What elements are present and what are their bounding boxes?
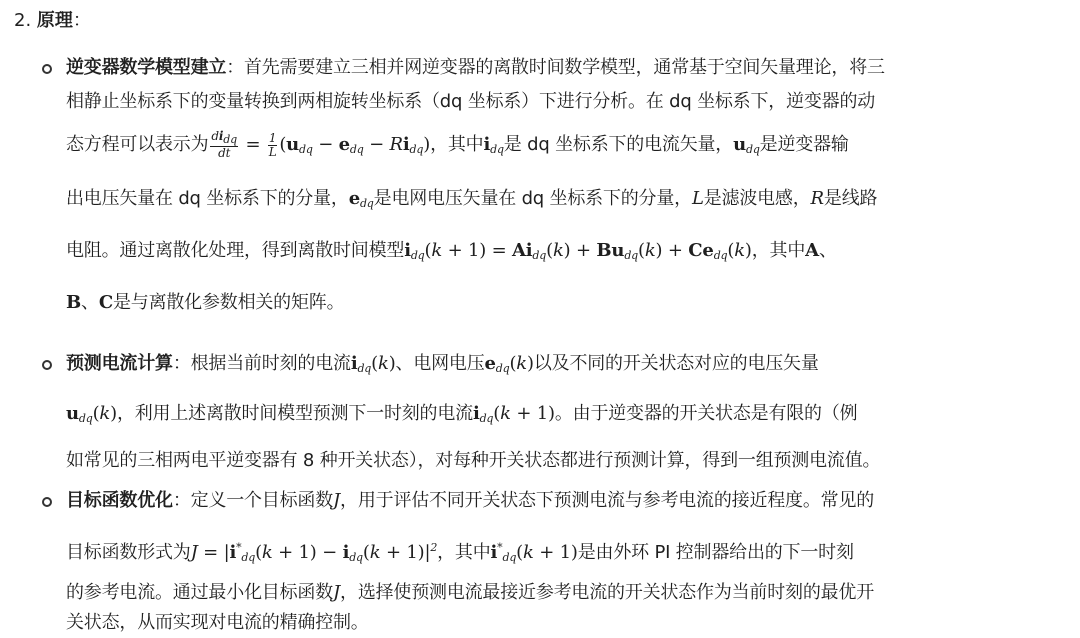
paragraph-line: 出电压矢量在 dq 坐标系下的分量，$e_{dq}$是电网电压矢量在 dq 坐标系下的分量，L是滤波电感，R是线路	[66, 188, 878, 210]
math-formula: $\frac{1}{L}$	[268, 130, 277, 159]
item-title: 逆变器数学模型建立	[66, 57, 227, 78]
paragraph-line: 态方程可以表示为 $\frac{di_{dq}}{dt}$ = $\frac{1}{L}$ $(u_{dq} - e_{dq} - Ri_{dq})$，其中$i_{dq}$是 dq 坐标系下的电流矢量，$u_{dq}$是逆变器输	[66, 129, 849, 160]
math-formula: $\frac{di_{dq}}{dt}$	[211, 129, 237, 160]
paragraph-line: B、C是与离散化参数相关的矩阵。	[66, 292, 345, 313]
math-formula: $i_{dq}(k + 1) = Ai_{dq}(k) + Bu_{dq}(k) + Ce_{dq}(k)$	[404, 240, 752, 262]
section-heading: 2. 原理：	[14, 10, 91, 31]
section-title: 原理	[36, 10, 73, 31]
paragraph-line: 电阻。通过离散化处理，得到离散时间模型$i_{dq}(k + 1) = Ai_{dq}(k) + Bu_{dq}(k) + Ce_{dq}(k)$，其中A、	[66, 240, 837, 262]
paragraph-line: 目标函数形式为$J = |i^*_{dq}(k + 1) - i_{dq}(k + 1)|^2$，其中$i^*_{dq}(k + 1)$是由外环 PI 控制器给出的下一时刻	[66, 541, 854, 564]
paragraph-line: 关状态，从而实现对电流的精确控制。	[66, 612, 369, 633]
section-number: 2.	[14, 10, 32, 31]
paragraph-line: 逆变器数学模型建立：首先需要建立三相并网逆变器的离散时间数学模型，通常基于空间矢量理论，将三	[66, 57, 885, 78]
math-formula: $J = |i^*_{dq}(k + 1) - i_{dq}(k + 1)|^2$	[190, 541, 438, 564]
paragraph-line: $u_{dq}(k)$，利用上述离散时间模型预测下一时刻的电流$i_{dq}(k + 1)$。由于逆变器的开关状态是有限的（例	[66, 403, 858, 425]
paragraph-line: 如常见的三相两电平逆变器有 8 种开关状态），对每种开关状态都进行预测计算，得到一组预测电流值。	[66, 450, 881, 471]
paragraph-line: 的参考电流。通过最小化目标函数J，选择使预测电流最接近参考电流的开关状态作为当前时刻的最优开	[66, 582, 875, 603]
paragraph-line: 目标函数优化：定义一个目标函数J，用于评估不同开关状态下预测电流与参考电流的接近程度。常见的	[66, 490, 875, 511]
item-title: 目标函数优化	[66, 490, 173, 511]
bullet-icon	[42, 497, 52, 507]
bullet-icon	[42, 360, 52, 370]
item-title: 预测电流计算	[66, 353, 173, 374]
paragraph-line: 预测电流计算：根据当前时刻的电流$i_{dq}(k)$、电网电压$e_{dq}(k)$以及不同的开关状态对应的电压矢量	[66, 353, 819, 375]
bullet-icon	[42, 64, 52, 74]
paragraph-line: 相静止坐标系下的变量转换到两相旋转坐标系（dq 坐标系）下进行分析。在 dq 坐标系下，逆变器的动	[66, 91, 876, 112]
